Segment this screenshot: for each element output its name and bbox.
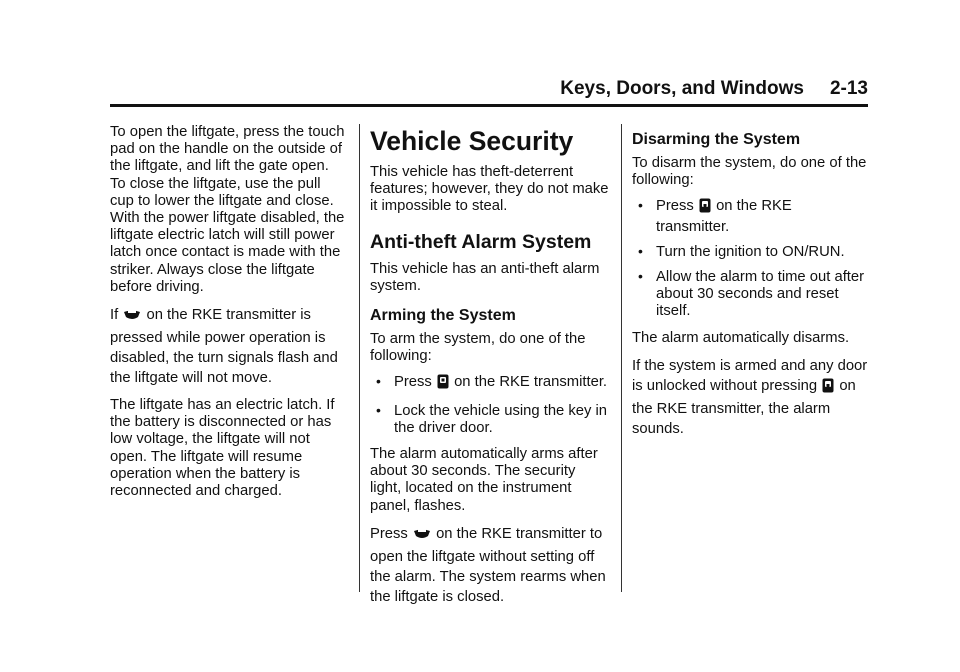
bullet: •: [638, 268, 643, 285]
list-item: • Turn the ignition to ON/RUN.: [638, 242, 845, 260]
page-header: [0, 78, 868, 100]
arms-text: The alarm automatically arms after about 30 seconds. The security light, located on the instrument panel, flashes.: [370, 446, 598, 514]
page-number: 2-13: [829, 78, 868, 99]
section-title: Keys, Doors, and Windows: [560, 78, 804, 99]
liftgate-paragraph: To open the liftgate, press the touch pad on the handle on the outside of the liftgate, and lift the gate open. To close the liftgate, use the pull cup to lower the liftgate and close. With the power liftgate disabled, the liftgate electric latch will still power latch once contact is made with the striker. Always close the liftgate before driving.: [110, 124, 345, 295]
column-divider: [359, 124, 360, 592]
arming-intro: To arm the system, do one of the following:: [370, 331, 586, 365]
list-item: • Lock the vehicle using the key in the driver door.: [376, 401, 608, 436]
disarming-list: [632, 198, 868, 320]
list-item: • Press on the RKE transmitter.: [370, 374, 610, 394]
disarming-intro: To disarm the system, do one of the following:: [632, 155, 867, 189]
armed-door-paragraph: If the system is armed and any door is unlocked without pressing on the RKE transmitter, the alarm sounds.: [632, 357, 868, 437]
bullet: •: [638, 197, 643, 214]
liftgate-icon: [413, 527, 431, 547]
disarms-text: The alarm automatically disarms.: [632, 329, 850, 346]
liftgate-icon: [123, 308, 141, 328]
arming-heading: Arming the System: [370, 307, 516, 325]
liftgate-rke-paragraph: If on the RKE transmitter is pressed while power operation is disabled, the turn signals flash and the liftgate will not move.: [110, 307, 338, 387]
liftgate-no-alarm-paragraph: Press on the RKE transmitter to open the liftgate without setting off the alarm. The system rearms when the liftgate is closed.: [370, 525, 606, 605]
arming-list: [370, 374, 610, 437]
bullet: •: [638, 242, 643, 259]
vehicle-security-title: Vehicle Security: [370, 126, 574, 156]
unlock-icon: [822, 378, 834, 399]
security-intro: This vehicle has theft-deterrent features; however, they do not make it impossible to steal.: [370, 164, 609, 215]
alarm-text: This vehicle has an anti-theft alarm system.: [370, 260, 600, 294]
column-divider: [621, 124, 622, 592]
unlock-icon: [699, 198, 711, 218]
bullet: •: [376, 401, 381, 418]
column-liftgate: [110, 124, 348, 509]
electric-latch-paragraph: The liftgate has an electric latch. If the battery is disconnected or has low voltage, the liftgate will not open. The liftgate will resume operation when the battery is reconnected and charged.: [110, 397, 335, 500]
column-disarming: [632, 124, 868, 448]
lock-icon: [437, 374, 449, 394]
column-vehicle-security: [370, 124, 610, 616]
list-item: • Allow the alarm to time out after about 30 seconds and reset itself.: [638, 268, 865, 320]
disarming-heading: Disarming the System: [632, 131, 801, 148]
alarm-heading: Anti-theft Alarm System: [370, 230, 592, 253]
bullet: •: [376, 373, 381, 390]
header-rule: [110, 104, 868, 107]
list-item: • Press on the RKE transmitter.: [638, 197, 792, 235]
